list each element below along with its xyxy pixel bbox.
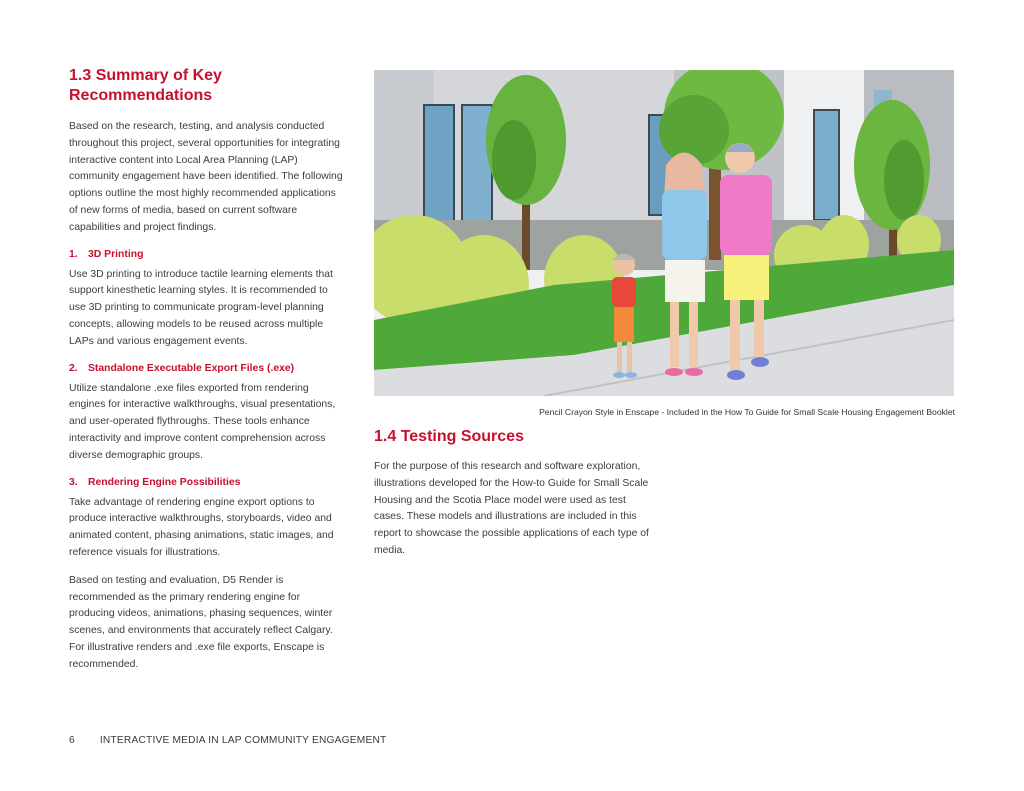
recommendation-heading-3d-printing (69, 248, 347, 262)
section-heading-1-4: 1.4 Testing Sources (374, 428, 524, 445)
recommendation-heading-exe (69, 362, 347, 376)
recommendation-text-3d-printing: Use 3D printing to introduce tactile learning elements that support kinesthetic learning styles. It is recommended to use 3D printing to communicate program-level planning concepts, allowing models to be reused across multiple LAPs and various engagement events. (69, 268, 333, 347)
footer-title: INTERACTIVE MEDIA IN LAP COMMUNITY ENGAGEMENT (99, 735, 387, 746)
figure-caption: Pencil Crayon Style in Enscape - Included in the How To Guide for Small Scale Housing Engagement Booklet (539, 407, 955, 417)
testing-sources-paragraph: For the purpose of this research and software exploration, illustrations developed for the How-to Guide for Small Scale Housing and the Scotia Place model were used as test cases. These models and illustrations are included in this report to showcase the possible applications of each type of media. (374, 461, 649, 556)
recommendation-heading-rendering (69, 476, 347, 490)
page-number: 6 (69, 735, 75, 746)
section-heading-1-3: 1.3 Summary of Key Recommendations (69, 67, 222, 104)
right-column (374, 70, 955, 571)
pencil-crayon-illustration (374, 70, 954, 396)
recommendation-number: 1. (69, 248, 78, 260)
recommendation-title: Rendering Engine Possibilities (88, 476, 241, 488)
page-footer (69, 735, 386, 746)
recommendation-number: 2. (69, 362, 78, 374)
recommendation-title: Standalone Executable Export Files (.exe) (88, 362, 295, 374)
recommendation-text-rendering: Take advantage of rendering engine export options to produce interactive walkthroughs, storyboards, video and animated content, phasing animations, static images, and reference visuals for illustrations. (69, 496, 334, 558)
closing-paragraph: Based on testing and evaluation, D5 Render is recommended as the primary rendering engine for producing videos, animations, phasing sequences, winter scenes, and environments that accurately reflect Calgary. For illustrative renders and .exe file exports, Enscape is recommended. (69, 574, 333, 670)
illustration-svg (374, 70, 954, 396)
left-column (69, 66, 347, 685)
recommendation-text-exe: Utilize standalone .exe files exported from rendering engines for interactive walkthroughs, visual presentations, and user-operated flythroughs. These tools enhance interactivity and improve content comprehension across diverse demographic groups. (69, 382, 336, 461)
recommendation-title: 3D Printing (88, 248, 144, 260)
recommendation-number: 3. (69, 476, 78, 488)
intro-paragraph: Based on the research, testing, and analysis conducted throughout this project, several opportunities for integrating interactive content into Local Area Planning (LAP) community engagement have been identified. The following options outline the most highly recommended applications of new forms of media, based on current software capabilities and project findings. (69, 121, 343, 233)
